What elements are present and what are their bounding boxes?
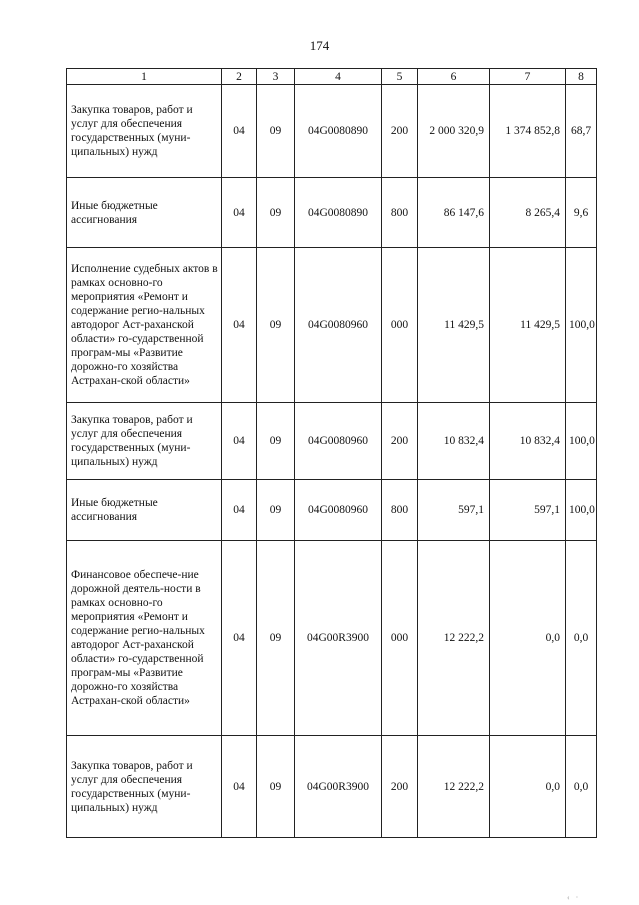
column-header: 3 [257,69,295,85]
executed-amount-cell: 11 429,5 [490,248,566,403]
table-row [67,541,597,736]
table-row [67,736,597,838]
column-header: 2 [222,69,257,85]
subsection-cell: 09 [257,178,295,248]
target-article-cell: 04G0080960 [295,480,382,541]
column-header: 5 [382,69,418,85]
percent-cell: 9,6 [566,178,597,248]
subsection-cell: 09 [257,248,295,403]
percent-cell: 68,7 [566,85,597,178]
row-name-cell: Закупка товаров, работ и услуг для обеспечения государственных (муни-ципальных) нужд [67,403,222,480]
table-row [67,480,597,541]
table-row [67,403,597,480]
section-cell: 04 [222,541,257,736]
column-header: 1 [67,69,222,85]
expense-type-cell: 200 [382,736,418,838]
section-cell: 04 [222,85,257,178]
row-name-cell: Иные бюджетные ассигнования [67,178,222,248]
section-cell: 04 [222,480,257,541]
expense-type-cell: 800 [382,480,418,541]
target-article-cell: 04G00R3900 [295,736,382,838]
scan-mark: ‹ · [567,893,581,902]
target-article-cell: 04G0080890 [295,85,382,178]
planned-amount-cell: 10 832,4 [418,403,490,480]
planned-amount-cell: 11 429,5 [418,248,490,403]
percent-cell: 0,0 [566,541,597,736]
expense-type-cell: 000 [382,248,418,403]
target-article-cell: 04G00R3900 [295,541,382,736]
target-article-cell: 04G0080960 [295,403,382,480]
table-row [67,85,597,178]
executed-amount-cell: 0,0 [490,541,566,736]
section-cell: 04 [222,178,257,248]
subsection-cell: 09 [257,736,295,838]
row-name-cell: Закупка товаров, работ и услуг для обеспечения государственных (муни-ципальных) нужд [67,736,222,838]
percent-cell: 100,0 [566,248,597,403]
percent-cell: 100,0 [566,403,597,480]
column-header: 7 [490,69,566,85]
expense-type-cell: 200 [382,85,418,178]
column-header: 6 [418,69,490,85]
section-cell: 04 [222,248,257,403]
section-cell: 04 [222,403,257,480]
table-row [67,248,597,403]
subsection-cell: 09 [257,85,295,178]
page-number: 174 [309,38,330,53]
column-header: 8 [566,69,597,85]
executed-amount-cell: 0,0 [490,736,566,838]
row-name-cell: Иные бюджетные ассигнования [67,480,222,541]
table-header-row [67,69,597,85]
column-header: 4 [295,69,382,85]
executed-amount-cell: 1 374 852,8 [490,85,566,178]
subsection-cell: 09 [257,541,295,736]
subsection-cell: 09 [257,403,295,480]
expense-type-cell: 800 [382,178,418,248]
executed-amount-cell: 597,1 [490,480,566,541]
budget-table [66,68,597,838]
expense-type-cell: 000 [382,541,418,736]
planned-amount-cell: 2 000 320,9 [418,85,490,178]
planned-amount-cell: 86 147,6 [418,178,490,248]
section-cell: 04 [222,736,257,838]
expense-type-cell: 200 [382,403,418,480]
executed-amount-cell: 8 265,4 [490,178,566,248]
row-name-cell: Финансовое обеспече-ние дорожной деятель-ности в рамках основно-го мероприятия «Ремонт и содержание регио-нальных автодорог Аст-раханской области» го-сударственной програм-мы «Развитие дорожно-го хозяйства Астрахан-ской области» [67,541,222,736]
executed-amount-cell: 10 832,4 [490,403,566,480]
planned-amount-cell: 12 222,2 [418,736,490,838]
target-article-cell: 04G0080960 [295,248,382,403]
planned-amount-cell: 597,1 [418,480,490,541]
percent-cell: 0,0 [566,736,597,838]
planned-amount-cell: 12 222,2 [418,541,490,736]
percent-cell: 100,0 [566,480,597,541]
target-article-cell: 04G0080890 [295,178,382,248]
row-name-cell: Исполнение судебных актов в рамках основно-го мероприятия «Ремонт и содержание регио-нальных автодорог Аст-раханской области» го-сударственной програм-мы «Развитие дорожно-го хозяйства Астрахан-ской области» [67,248,222,403]
subsection-cell: 09 [257,480,295,541]
row-name-cell: Закупка товаров, работ и услуг для обеспечения государственных (муни-ципальных) нужд [67,85,222,178]
table-row [67,178,597,248]
